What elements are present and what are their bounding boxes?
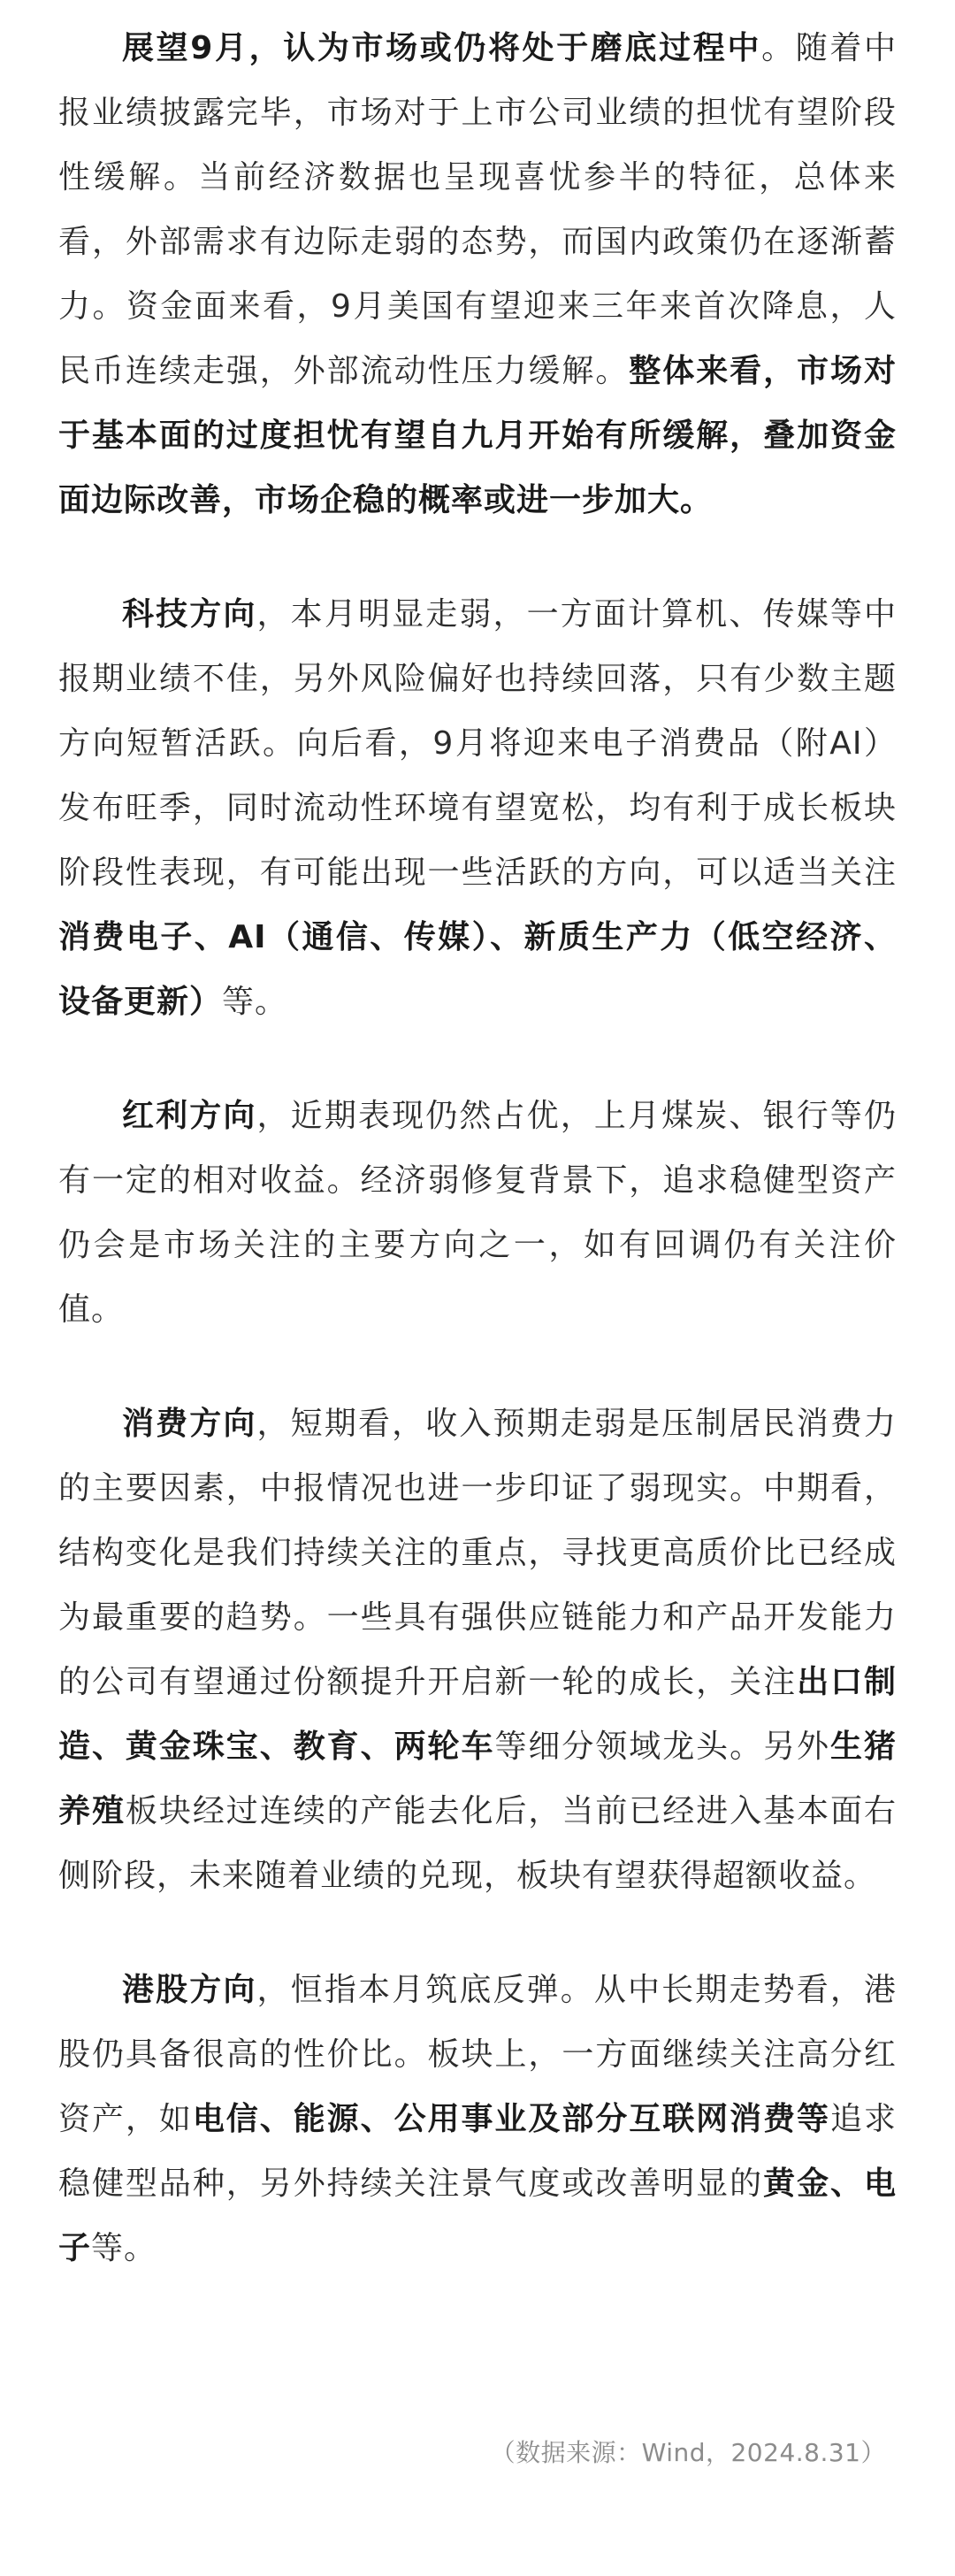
data-source-note: （数据来源：Wind，2024.8.31） [490, 2438, 886, 2467]
article-body [58, 16, 897, 2330]
body-text: ，本月明显走弱，一方面计算机、传媒等中报期业绩不佳，另外风险偏好也持续回落，只有少数主题方向短暂活跃。向后看，9月将迎来电子消费品（附AI）发布旺季，同时流动性环境有望宽松，均有利于成长板块阶段性表现，有可能出现一些活跃的方向，可以适当关注 [58, 596, 897, 891]
paragraph-hk-stocks [58, 1958, 897, 2281]
emphasis-text: 消费电子、AI（通信、传媒）、新质生产力（低空经济、设备更新） [58, 919, 897, 1020]
body-text: 。随着中报业绩披露完毕，市场对于上市公司业绩的担忧有望阶段性缓解。当前经济数据也呈现喜忧参半的特征，总体来看，外部需求有边际走弱的态势，而国内政策仍在逐渐蓄力。资金面来看，9月美国有望迎来三年来首次降息，人民币连续走强，外部流动性压力缓解。 [58, 30, 897, 389]
emphasis-text: 消费方向 [122, 1406, 257, 1442]
emphasis-text: 生猪养殖 [58, 1729, 897, 1829]
emphasis-text: 展望9月，认为市场或仍将处于磨底过程中 [122, 30, 762, 66]
body-text: 等。 [222, 984, 288, 1020]
emphasis-text: 红利方向 [122, 1098, 257, 1134]
emphasis-text: 出口制造、黄金珠宝、教育、两轮车 [58, 1664, 897, 1765]
body-text: ，恒指本月筑底反弹。从中长期走势看，港股仍具备很高的性价比。板块上，一方面继续关注高分红资产，如 [58, 1972, 897, 2137]
body-text: ，近期表现仍然占优，上月煤炭、银行等仍有一定的相对收益。经济弱修复背景下，追求稳健型资产仍会是市场关注的主要方向之一，如有回调仍有关注价值。 [58, 1098, 897, 1328]
emphasis-text: 电信、能源、公用事业及部分互联网消费等 [192, 2101, 830, 2137]
paragraph-tech [58, 582, 897, 1034]
body-text: 板块经过连续的产能去化后，当前已经进入基本面右侧阶段，未来随着业绩的兑现，板块有望获得超额收益。 [58, 1793, 897, 1894]
emphasis-text: 整体来看，市场对于基本面的过度担忧有望自九月开始有所缓解，叠加资金面边际改善，市场企稳的概率或进一步加大。 [58, 353, 897, 518]
emphasis-text: 港股方向 [122, 1972, 257, 2008]
emphasis-text: 科技方向 [122, 596, 257, 632]
emphasis-text: 黄金、电子 [58, 2166, 897, 2266]
body-text: ，短期看，收入预期走弱是压制居民消费力的主要因素，中报情况也进一步印证了弱现实。中期看，结构变化是我们持续关注的重点，寻找更高质价比已经成为最重要的趋势。一些具有强供应链能力和产品开发能力的公司有望通过份额提升开启新一轮的成长，关注 [58, 1406, 897, 1700]
body-text: 等。 [91, 2230, 157, 2266]
body-text: 追求稳健型品种，另外持续关注景气度或改善明显的 [58, 2101, 897, 2202]
paragraph-dividend [58, 1084, 897, 1342]
paragraph-outlook [58, 16, 897, 533]
paragraph-consumer [58, 1392, 897, 1908]
body-text: 等细分领域龙头。另外 [494, 1729, 831, 1765]
